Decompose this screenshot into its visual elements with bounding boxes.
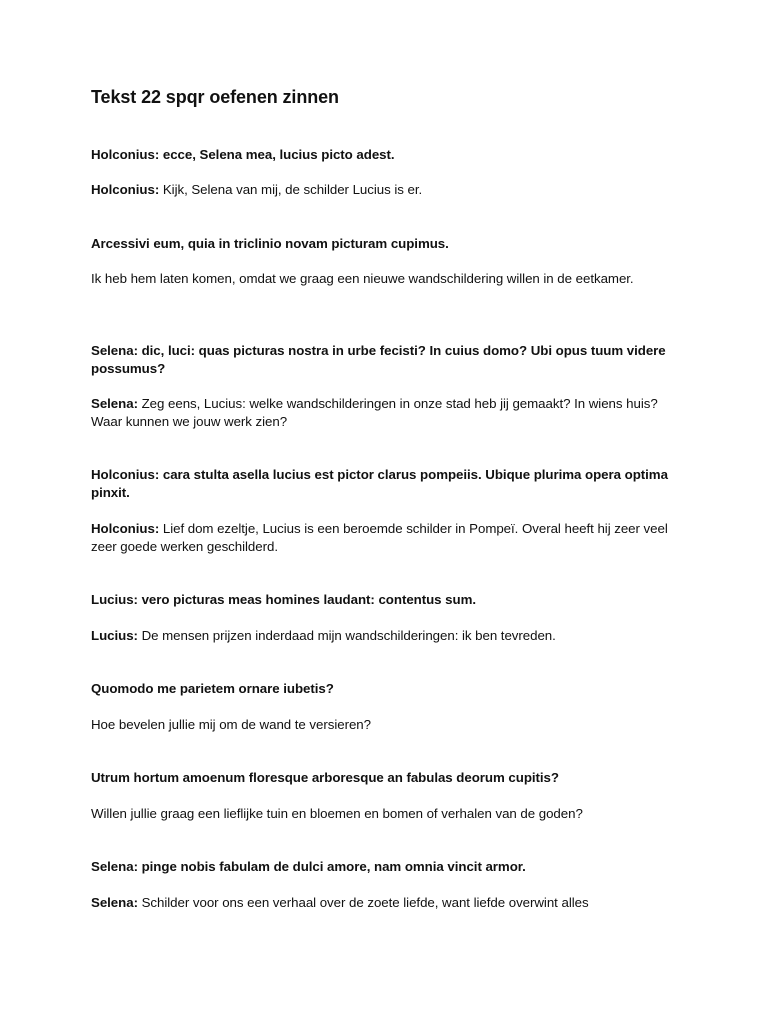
sentence-text: Kijk, Selena van mij, de schilder Lucius is er. [159,182,423,197]
speaker-label: Lucius: [91,628,138,643]
speaker-label: Holconius: [91,182,160,197]
sentence-text: Arcessivi eum, quia in triclinio novam picturam cupimus. [91,236,449,251]
latin-sentence [91,591,681,609]
sentence-text: Holconius: ecce, Selena mea, lucius picto adest. [91,147,395,162]
document-title: Tekst 22 spqr oefenen zinnen [91,87,339,107]
sentence-text: Ik heb hem laten komen, omdat we graag een nieuwe wandschildering willen in de eetkamer. [91,271,634,286]
latin-sentence [91,858,681,876]
sentence-text: De mensen prijzen inderdaad mijn wandschilderingen: ik ben tevreden. [137,628,556,643]
sentence-text: Selena: dic, luci: quas picturas nostra in urbe fecisti? In cuius domo? Ubi opus tuum videre possumus? [91,343,666,376]
sentence-text: Lief dom ezeltje, Lucius is een beroemde schilder in Pompeï. Overal heeft hij zeer veel zeer goede werken geschilderd. [91,521,668,554]
sentence-text: Utrum hortum amoenum floresque arboresque an fabulas deorum cupitis? [91,770,559,785]
sentence-text: Selena: pinge nobis fabulam de dulci amore, nam omnia vincit armor. [91,859,526,874]
speaker-label: Holconius: [91,521,160,536]
latin-sentence [91,342,681,378]
speaker-label: Selena: [91,895,138,910]
translation-sentence [91,395,681,431]
sentence-text: Schilder voor ons een verhaal over de zoete liefde, want liefde overwint alles [137,895,589,910]
speaker-label: Selena: [91,396,138,411]
latin-sentence [91,146,681,164]
translation-sentence [91,520,681,556]
latin-sentence [91,680,681,698]
latin-sentence [91,466,681,502]
sentence-text: Zeg eens, Lucius: welke wandschilderingen in onze stad heb jij gemaakt? In wiens huis? Waar kunnen we jouw werk zien? [91,396,658,429]
sentence-text: Willen jullie graag een lieflijke tuin en bloemen en bomen of verhalen van de goden? [91,806,583,821]
translation-sentence [91,627,681,645]
latin-sentence [91,235,681,253]
sentence-text: Holconius: cara stulta asella lucius est pictor clarus pompeiis. Ubique plurima opera optima pinxit. [91,467,668,500]
translation-sentence [91,894,681,912]
sentence-text: Hoe bevelen jullie mij om de wand te versieren? [91,717,371,732]
sentence-text: Lucius: vero picturas meas homines laudant: contentus sum. [91,592,477,607]
translation-sentence [91,270,681,288]
translation-sentence [91,181,681,199]
translation-sentence [91,805,681,823]
latin-sentence [91,769,681,787]
sentence-text: Quomodo me parietem ornare iubetis? [91,681,334,696]
translation-sentence [91,716,681,734]
